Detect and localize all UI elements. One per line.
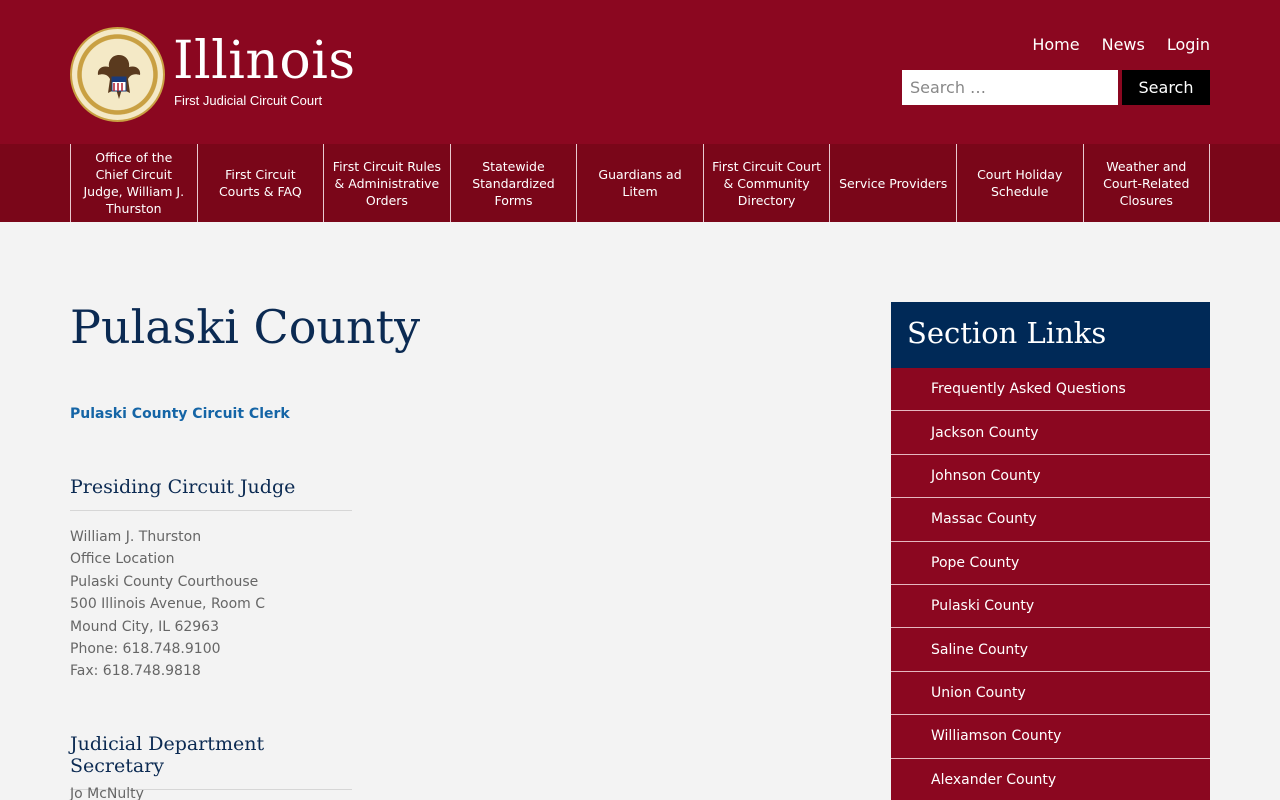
sidebar-link-label: Alexander County bbox=[931, 771, 1057, 788]
sidebar-link-label: Union County bbox=[931, 684, 1026, 701]
sidebar-link-williamson[interactable] bbox=[891, 715, 1210, 758]
state-seal-icon bbox=[70, 27, 165, 122]
main-nav-label: Office of the Chief Circuit Judge, William J. Thurston bbox=[83, 150, 185, 216]
sidebar-link-label: Johnson County bbox=[931, 467, 1041, 484]
sidebar-link-label: Frequently Asked Questions bbox=[931, 381, 1126, 398]
phone-number: Phone: 618.748.9100 bbox=[70, 641, 221, 658]
sidebar-link-massac[interactable] bbox=[891, 498, 1210, 541]
eagle-icon bbox=[94, 49, 144, 104]
office-location-label: Office Location bbox=[70, 551, 175, 568]
sidebar-link-alexander[interactable] bbox=[891, 759, 1210, 800]
main-nav-label: First Circuit Court & Community Directory bbox=[712, 158, 821, 208]
presiding-judge-heading: Presiding Circuit Judge bbox=[70, 476, 352, 511]
main-nav-label: Guardians ad Litem bbox=[598, 167, 682, 199]
top-nav-login[interactable]: Login bbox=[1166, 35, 1210, 54]
sidebar-link-union[interactable] bbox=[891, 672, 1210, 715]
page-title: Pulaski County bbox=[70, 300, 421, 354]
main-nav-item-directory[interactable] bbox=[704, 144, 831, 222]
top-nav-home[interactable]: Home bbox=[1032, 35, 1080, 54]
sidebar-link-label: Saline County bbox=[931, 641, 1029, 658]
sidebar-link-faq[interactable] bbox=[891, 368, 1210, 411]
main-nav-label: Court Holiday Schedule bbox=[977, 167, 1063, 199]
main-nav-item-courts-faq[interactable] bbox=[198, 144, 325, 222]
main-nav bbox=[0, 144, 1280, 222]
sidebar-link-saline[interactable] bbox=[891, 628, 1210, 671]
main-nav-label: Service Providers bbox=[839, 175, 948, 191]
main-nav-item-guardians[interactable] bbox=[577, 144, 704, 222]
main-nav-label: First Circuit Rules & Administrative Orders bbox=[332, 158, 442, 208]
main-nav-item-chief-judge[interactable] bbox=[71, 144, 198, 222]
top-nav-news[interactable]: News bbox=[1101, 35, 1145, 54]
sidebar-link-label: Pulaski County bbox=[931, 598, 1035, 615]
secretary-heading: Judicial Department Secretary bbox=[70, 733, 352, 790]
brand-title: Illinois bbox=[173, 31, 356, 91]
street-address: 500 Illinois Avenue, Room C bbox=[70, 596, 266, 613]
site-header bbox=[0, 0, 1280, 144]
sidebar-link-pulaski[interactable] bbox=[891, 585, 1210, 628]
secretary-info bbox=[70, 783, 144, 800]
main-nav-item-service-providers[interactable] bbox=[830, 144, 957, 222]
top-nav bbox=[1032, 35, 1210, 54]
main-nav-item-weather-closures[interactable] bbox=[1084, 144, 1211, 222]
search-input[interactable] bbox=[902, 70, 1118, 105]
brand-subtitle: First Judicial Circuit Court bbox=[174, 93, 323, 108]
main-nav-label: Statewide Standardized Forms bbox=[472, 158, 555, 208]
site-logo[interactable] bbox=[70, 27, 370, 123]
sidebar-link-pope[interactable] bbox=[891, 542, 1210, 585]
section-links-sidebar bbox=[891, 302, 1210, 800]
fax-number: Fax: 618.748.9818 bbox=[70, 663, 201, 680]
sidebar-link-jackson[interactable] bbox=[891, 411, 1210, 454]
courthouse-name: Pulaski County Courthouse bbox=[70, 573, 259, 590]
sidebar-link-johnson[interactable] bbox=[891, 455, 1210, 498]
main-nav-label: Weather and Court-Related Closures bbox=[1103, 158, 1190, 208]
main-nav-item-holiday-schedule[interactable] bbox=[957, 144, 1084, 222]
sidebar-heading: Section Links bbox=[891, 302, 1210, 368]
circuit-clerk-link[interactable]: Pulaski County Circuit Clerk bbox=[70, 406, 290, 422]
sidebar-link-label: Williamson County bbox=[931, 728, 1062, 745]
presiding-judge-info bbox=[70, 526, 265, 683]
secretary-name: Jo McNulty bbox=[70, 786, 144, 800]
main-nav-item-forms[interactable] bbox=[451, 144, 578, 222]
search-button[interactable]: Search bbox=[1122, 70, 1210, 105]
sidebar-link-label: Massac County bbox=[931, 511, 1037, 528]
sidebar-link-label: Pope County bbox=[931, 554, 1020, 571]
city-state-zip: Mound City, IL 62963 bbox=[70, 618, 219, 635]
judge-name: William J. Thurston bbox=[70, 529, 202, 545]
main-nav-item-rules-orders[interactable] bbox=[324, 144, 451, 222]
sidebar-link-label: Jackson County bbox=[931, 424, 1039, 441]
main-nav-label: First Circuit Courts & FAQ bbox=[218, 167, 302, 199]
search-form bbox=[902, 70, 1210, 105]
